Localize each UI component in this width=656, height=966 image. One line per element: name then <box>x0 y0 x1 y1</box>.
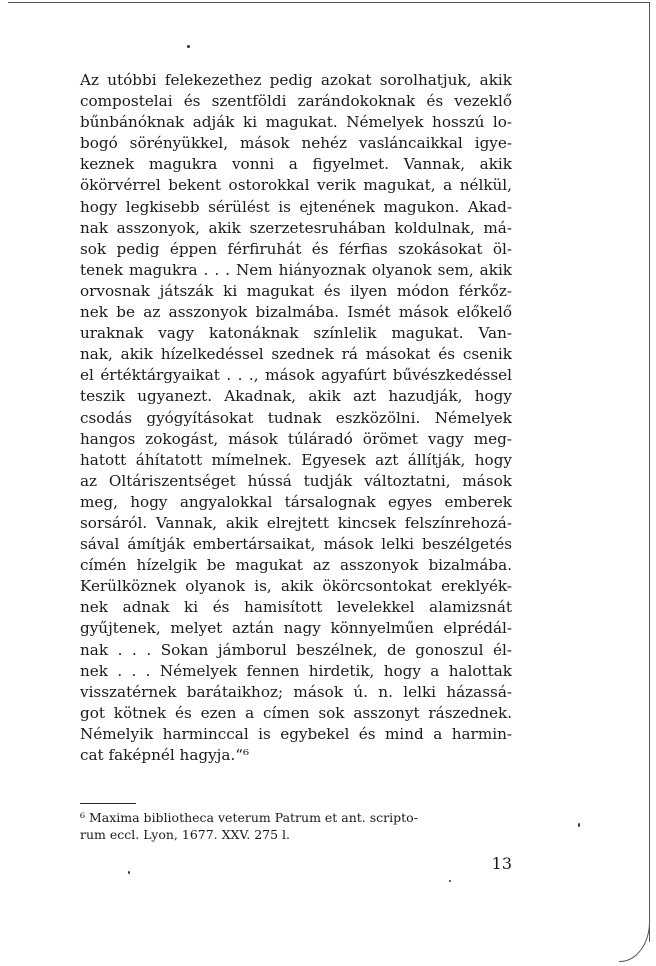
text-line: nak, akik hízelkedéssel szednek rá másokat és csenik <box>80 345 512 364</box>
scan-edge-right <box>649 2 650 942</box>
text-line: keznek magukra vonni a figyelmet. Vannak, akik <box>80 155 512 174</box>
text-line: sorsáról. Vannak, akik elrejtett kincsek felszínrehozá- <box>80 513 512 532</box>
text-line: bogó sörényükkel, mások nehéz vasláncaikkal igye- <box>80 134 512 153</box>
scan-edge-top <box>8 2 650 3</box>
page-number: 13 <box>491 854 512 873</box>
footnote-separator <box>80 803 136 804</box>
text-line: sok pedig éppen férfiruhát és férfias szokásokat öl- <box>80 239 512 258</box>
text-line: uraknak vagy katonáknak színlelik magukat. Van- <box>80 324 512 343</box>
scan-speck <box>449 880 451 882</box>
text-line: compostelai és szentföldi zarándokoknak és vezeklő <box>80 92 512 111</box>
text-line: hatott áhítatott mímelnek. Egyesek azt állítják, hogy <box>80 450 512 469</box>
text-line: orvosnak játszák ki magukat és ilyen módon férkőz- <box>80 281 512 300</box>
text-line: sával ámítják embertársaikat, mások lelki beszélgetés <box>80 535 512 554</box>
text-line: el értéktárgyaikat . . ., mások agyafúrt bűvészkedéssel <box>80 366 512 385</box>
text-line: Némelyik harminccal is egybekel és mind a harmin- <box>80 724 512 743</box>
text-line: nak asszonyok, akik szerzetesruhában koldulnak, má- <box>80 218 512 237</box>
text-line: teszik ugyanezt. Akadnak, akik azt hazudják, hogy <box>80 387 512 406</box>
text-line: got kötnek és ezen a címen sok asszonyt rászednek. <box>80 703 512 722</box>
scan-page-curl <box>619 921 650 962</box>
text-line: nek . . . Némelyek fennen hirdetik, hogy a halottak <box>80 661 512 680</box>
text-line: hogy legkisebb sérülést is ejtenének magukon. Akad- <box>80 197 512 216</box>
text-line: cat faképnél hagyja.“⁶ <box>80 746 250 764</box>
text-line: címén hízelgik be magukat az asszonyok bizalmába. <box>80 556 512 575</box>
footnote <box>80 809 512 843</box>
text-line: hangos zokogást, mások túláradó örömet vagy meg- <box>80 429 512 448</box>
scan-speck <box>128 871 130 874</box>
scan-speck <box>187 45 190 48</box>
body-paragraph <box>80 70 512 766</box>
text-line: meg, hogy angyalokkal társalognak egyes emberek <box>80 492 512 511</box>
footnote-line: ⁶ Maxima bibliotheca veterum Patrum et ant. scripto- <box>80 810 418 825</box>
text-line: Az utóbbi felekezethez pedig azokat sorolhatjuk, akik <box>80 71 512 89</box>
text-line: csodás gyógyításokat tudnak eszközölni. Némelyek <box>80 408 512 427</box>
text-line: nek adnak ki és hamisított levelekkel alamizsnát <box>80 598 512 617</box>
footnote-line: rum eccl. Lyon, 1677. XXV. 275 l. <box>80 827 291 842</box>
text-line: gyűjtenek, melyet aztán nagy könnyelműen elprédál- <box>80 619 512 638</box>
text-line: nek be az asszonyok bizalmába. Ismét mások előkelő <box>80 303 512 322</box>
scan-speck <box>578 823 580 827</box>
text-line: Kerülköznek olyanok is, akik ökörcsontokat ereklyék- <box>80 577 512 596</box>
text-line: ökörvérrel bekent ostorokkal verik magukat, a nélkül, <box>80 176 512 195</box>
text-line: tenek magukra . . . Nem hiányoznak olyanok sem, akik <box>80 260 512 279</box>
text-line: az Oltáriszentséget hússá tudják változtatni, mások <box>80 471 512 490</box>
text-line: bűnbánóknak adják ki magukat. Némelyek hosszú lo- <box>80 113 512 132</box>
text-line: nak . . . Sokan jámborul beszélnek, de gonoszul él- <box>80 640 512 659</box>
text-line: visszatérnek barátaikhoz; mások ú. n. lelki házassá- <box>80 682 512 701</box>
